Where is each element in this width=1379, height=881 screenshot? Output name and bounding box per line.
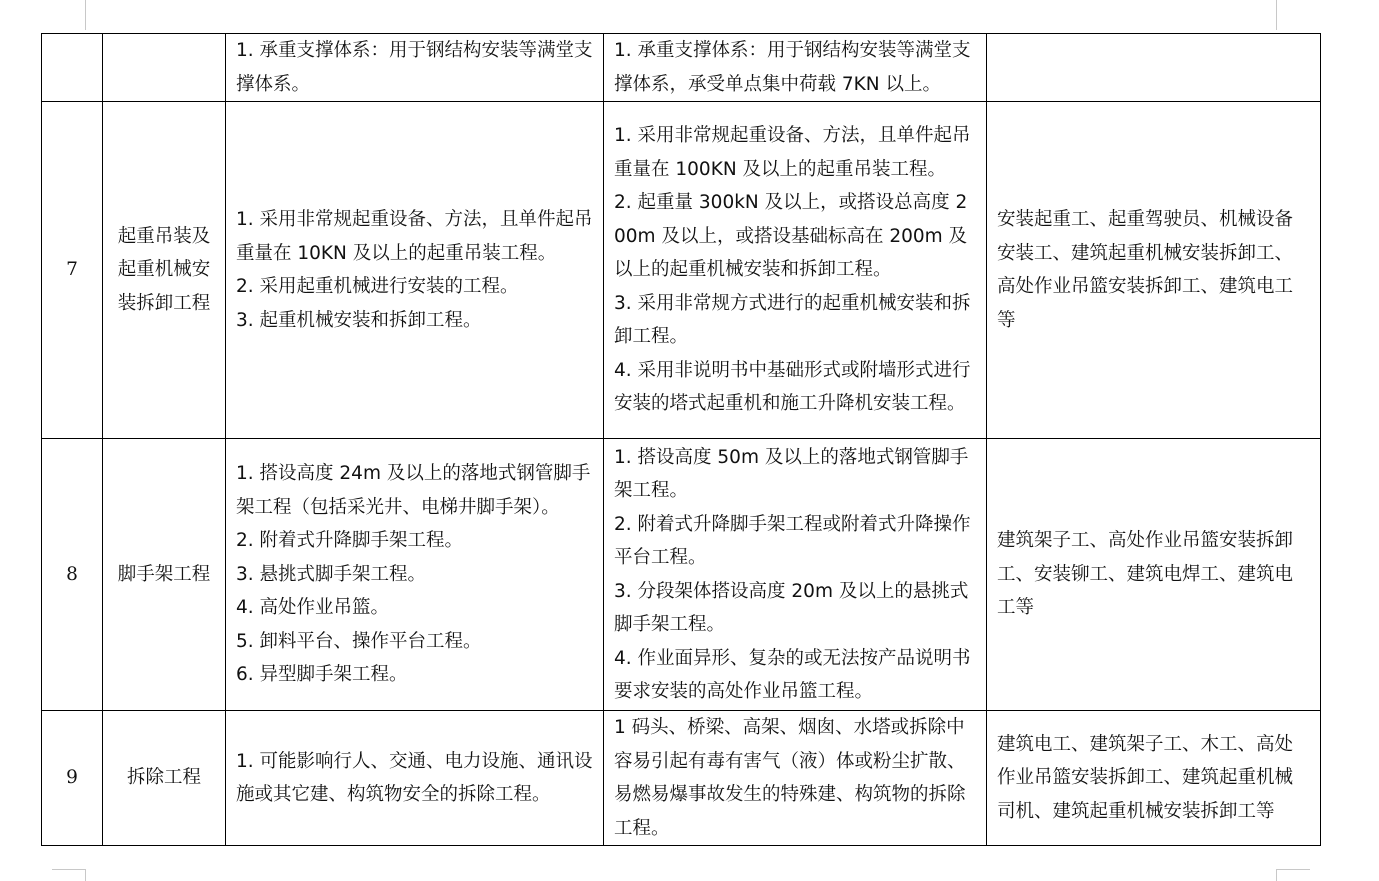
major-criteria-cell <box>604 34 987 102</box>
major-criteria-item: 3. 分段架体搭设高度 20m 及以上的悬挑式脚手架工程。 <box>614 580 969 635</box>
major-criteria-cell <box>604 711 987 846</box>
major-criteria-item: 2. 附着式升降脚手架工程或附着式升降操作平台工程。 <box>614 513 971 568</box>
table-row <box>42 439 1321 711</box>
category-cell: 起重吊装及起重机械安装拆卸工程 <box>103 102 226 439</box>
major-criteria-item: 1. 采用非常规起重设备、方法，且单件起吊重量在 100KN 及以上的起重吊装工程。 <box>614 125 971 180</box>
criteria-cell <box>226 439 604 711</box>
workers-cell: 建筑架子工、高处作业吊篮安装拆卸工、安装铆工、建筑电焊工、建筑电工等 <box>987 439 1321 711</box>
category-cell: 拆除工程 <box>103 711 226 846</box>
criteria-item: 1. 可能影响行人、交通、电力设施、通讯设施或其它建、构筑物安全的拆除工程。 <box>236 750 593 805</box>
criteria-item: 5. 卸料平台、操作平台工程。 <box>236 630 482 652</box>
criteria-item: 6. 异型脚手架工程。 <box>236 664 408 686</box>
table-row <box>42 102 1321 439</box>
crop-mark-bottom-right-h <box>1276 869 1310 870</box>
criteria-item: 2. 附着式升降脚手架工程。 <box>236 530 464 552</box>
row-number: 7 <box>42 102 103 439</box>
criteria-item: 4. 高处作业吊篮。 <box>236 597 390 619</box>
major-criteria-cell <box>604 439 987 711</box>
criteria-cell <box>226 711 604 846</box>
criteria-cell <box>226 34 604 102</box>
row-number <box>42 34 103 102</box>
workers-cell <box>987 34 1321 102</box>
crop-mark-top-left <box>85 0 86 30</box>
table-row <box>42 711 1321 846</box>
row-number: 8 <box>42 439 103 711</box>
category-cell <box>103 34 226 102</box>
category-cell: 脚手架工程 <box>103 439 226 711</box>
criteria-item: 3. 起重机械安装和拆卸工程。 <box>236 309 482 331</box>
major-criteria-item: 4. 作业面异形、复杂的或无法按产品说明书要求安装的高处作业吊篮工程。 <box>614 647 971 702</box>
row-number: 9 <box>42 711 103 846</box>
workers-cell: 建筑电工、建筑架子工、木工、高处作业吊篮安装拆卸工、建筑起重机械司机、建筑起重机械安装拆卸工等 <box>987 711 1321 846</box>
major-criteria-item: 3. 采用非常规方式进行的起重机械安装和拆卸工程。 <box>614 292 971 348</box>
criteria-cell <box>226 102 604 439</box>
major-criteria-item: 2. 起重量 300kN 及以上，或搭设总高度 200m 及以上，或搭设基础标高在 200m 及以上的起重机械安装和拆卸工程。 <box>614 192 968 281</box>
major-criteria-item: 1 码头、桥梁、高架、烟囱、水塔或拆除中容易引起有毒有害气（液）体或粉尘扩散、易燃易爆事故发生的特殊建、构筑物的拆除工程。 <box>614 717 966 839</box>
table-row <box>42 34 1321 102</box>
crop-mark-bottom-left-v <box>85 869 86 881</box>
crop-mark-top-right <box>1276 0 1277 30</box>
criteria-item: 2. 采用起重机械进行安装的工程。 <box>236 276 519 297</box>
criteria-item: 1. 搭设高度 24m 及以上的落地式钢管脚手架工程（包括采光井、电梯井脚手架）。 <box>236 463 591 518</box>
major-criteria-item: 1. 承重支撑体系：用于钢结构安装等满堂支撑体系，承受单点集中荷载 7KN 以上。 <box>614 40 971 95</box>
major-criteria-item: 1. 搭设高度 50m 及以上的落地式钢管脚手架工程。 <box>614 446 969 501</box>
criteria-item: 3. 悬挑式脚手架工程。 <box>236 563 427 585</box>
workers-cell: 安装起重工、起重驾驶员、机械设备安装工、建筑起重机械安装拆卸工、高处作业吊篮安装拆卸工、建筑电工等 <box>987 102 1321 439</box>
project-table <box>41 33 1321 846</box>
major-criteria-item: 4. 采用非说明书中基础形式或附墙形式进行安装的塔式起重机和施工升降机安装工程。 <box>614 359 971 415</box>
major-criteria-cell <box>604 102 987 439</box>
crop-mark-bottom-right-v <box>1276 869 1277 881</box>
criteria-item: 1. 采用非常规起重设备、方法，且单件起吊重量在 10KN 及以上的起重吊装工程。 <box>236 209 593 264</box>
criteria-item: 1. 承重支撑体系：用于钢结构安装等满堂支撑体系。 <box>236 40 593 95</box>
crop-mark-bottom-left-h <box>52 869 86 870</box>
